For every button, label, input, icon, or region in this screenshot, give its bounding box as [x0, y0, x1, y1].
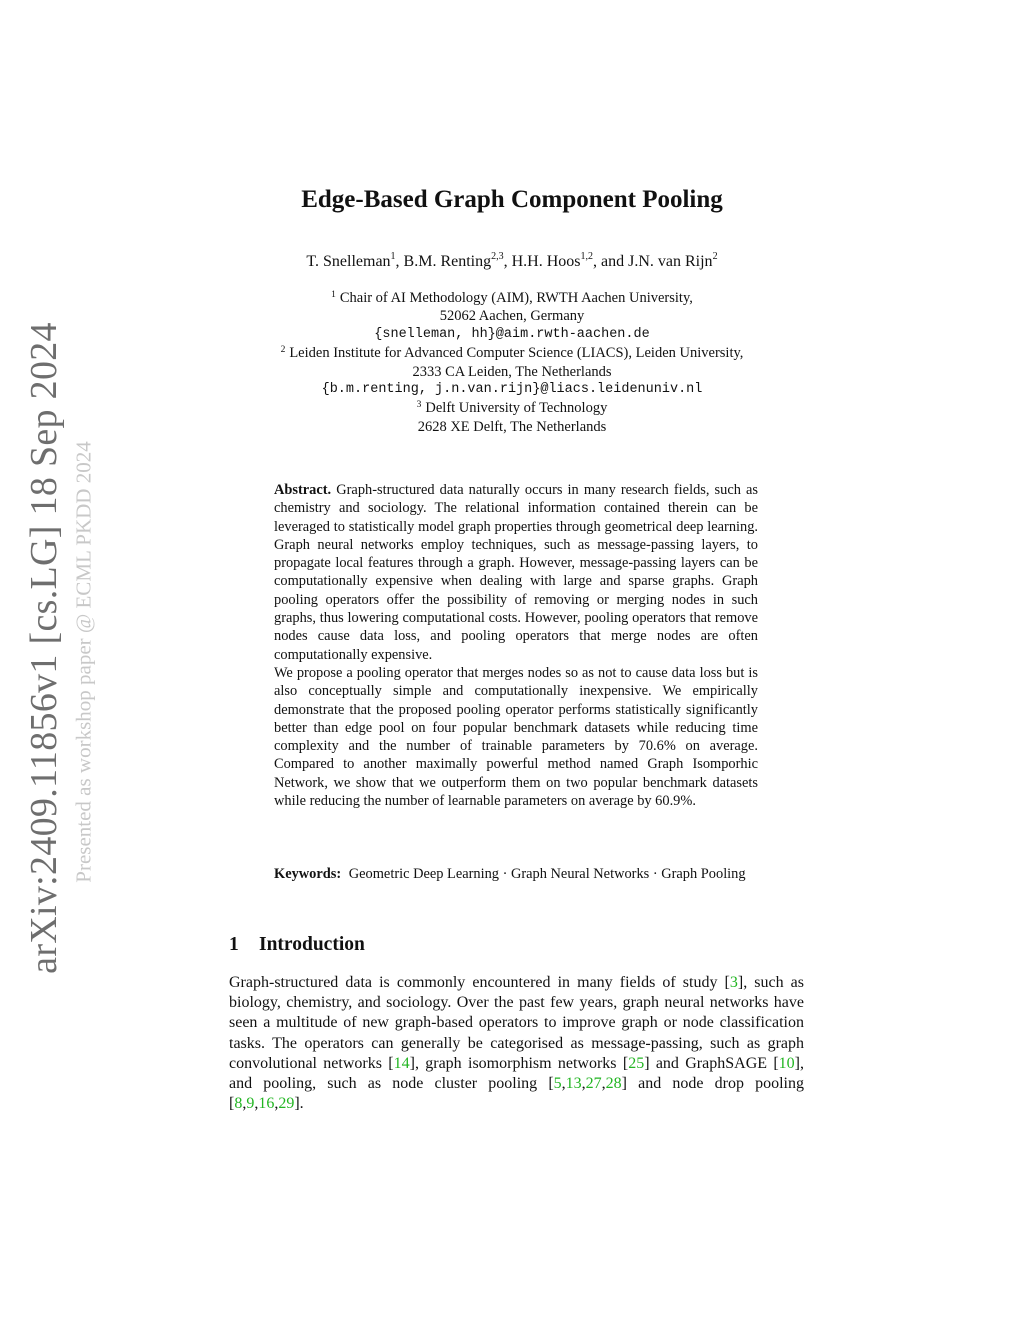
intro-text: ] and node drop pooling [	[229, 1075, 804, 1113]
intro-text: ,	[274, 1095, 279, 1113]
citation-link[interactable]: 13	[565, 1075, 582, 1093]
intro-text: ], and pooling, such as node cluster pooling [	[229, 1054, 804, 1093]
citation-link[interactable]: 9	[246, 1095, 255, 1113]
abstract-paragraph	[274, 481, 758, 664]
intro-text: ,	[254, 1095, 259, 1113]
author: H.H. Hoos	[511, 253, 581, 270]
affiliation-line: 2333 CA Leiden, The Netherlands	[412, 363, 612, 380]
affiliation-text: Delft University of Technology	[425, 400, 608, 417]
author-separator: , and	[593, 253, 629, 270]
author-list	[0, 253, 1024, 271]
intro-text: ] and GraphSAGE [	[644, 1054, 779, 1072]
affiliation-line: 52062 Aachen, Germany	[439, 308, 585, 325]
citation-link[interactable]: 8	[234, 1095, 243, 1113]
author: J.N. van Rijn	[628, 253, 713, 270]
section-heading	[229, 934, 365, 956]
intro-text: ].	[294, 1095, 304, 1113]
keywords	[274, 865, 758, 883]
affiliation-mark: 3	[416, 400, 422, 411]
intro-text: ], graph isomorphism networks [	[409, 1054, 629, 1072]
citation-link[interactable]: 5	[553, 1075, 562, 1093]
citation-link[interactable]: 28	[605, 1075, 622, 1093]
affiliation-text: Chair of AI Methodology (AIM), RWTH Aachen University,	[339, 290, 693, 306]
citation-link[interactable]: 10	[778, 1054, 795, 1072]
intro-text: ,	[581, 1075, 586, 1093]
author-separator: ,	[395, 253, 404, 270]
affiliations	[0, 289, 1024, 436]
author: B.M. Renting	[403, 253, 492, 270]
affiliation-mark: 2	[280, 345, 286, 356]
affiliation-email[interactable]: {snelleman, hh}@aim.rwth-aachen.de	[374, 326, 650, 342]
section-title: Introduction	[259, 934, 365, 955]
author-separator: ,	[503, 253, 512, 270]
citation-link[interactable]: 16	[258, 1095, 275, 1113]
abstract-text: Graph-structured data naturally occurs in many research fields, such as chemistry and sociology. The relational information contained therein can be leveraged to statistically model graph properties through geometrical deep learning. Graph neural networks employ techniques, such as message-passing layers, to propagate local features through a graph. However, message-passing layers can be computationally expensive when dealing with large and sparse graphs. Graph pooling operators offer the possibility of removing or merging nodes in such graphs, thus lowering computational costs. However, pooling operators that remove nodes cause data loss, and pooling operators that merge nodes are often computationally expensive.	[274, 482, 758, 663]
abstract	[274, 481, 758, 810]
citation-link[interactable]: 14	[393, 1054, 410, 1072]
affiliation-line	[0, 344, 1024, 362]
arxiv-identifier: arXiv:2409.11856v1 [cs.LG] 18 Sep 2024	[23, 322, 65, 974]
author-affiliation-mark: 2,3	[491, 251, 504, 262]
author-affiliation-mark: 2	[712, 251, 718, 262]
citation-link[interactable]: 29	[278, 1095, 295, 1113]
author: T. Snelleman	[306, 253, 391, 270]
affiliation-text: Leiden Institute for Advanced Computer Science (LIACS), Leiden University,	[289, 345, 744, 362]
intro-text: ,	[242, 1095, 247, 1113]
intro-text: ,	[561, 1075, 566, 1093]
affiliation-line	[0, 399, 1024, 417]
intro-text: ], such as biology, chemistry, and sociology. Over the past few years, graph neural networks have seen a multitude of new graph-based operators to improve graph or node classification tasks. The operators can generally be categorised as message-passing, such as graph convolutional networks [	[229, 974, 805, 1072]
author-affiliation-mark: 1	[390, 251, 396, 262]
affiliation-mark: 1	[331, 290, 336, 300]
abstract-label: Abstract.	[274, 482, 332, 498]
affiliation-line: 2628 XE Delft, The Netherlands	[417, 418, 607, 435]
intro-text: Graph-structured data is commonly encountered in many fields of study [	[229, 974, 730, 991]
section-number: 1	[229, 934, 239, 955]
author-affiliation-mark: 1,2	[580, 251, 593, 262]
intro-paragraph	[229, 973, 804, 1114]
citation-link[interactable]: 3	[729, 974, 738, 991]
citation-link[interactable]: 25	[628, 1054, 645, 1072]
citation-link[interactable]: 27	[585, 1075, 602, 1093]
keywords-label: Keywords:	[274, 866, 342, 882]
affiliation-line	[0, 289, 1024, 307]
paper-title: Edge-Based Graph Component Pooling	[301, 186, 723, 213]
affiliation-email[interactable]: {b.m.renting, j.n.van.rijn}@liacs.leidenuniv.nl	[321, 381, 703, 397]
abstract-paragraph: We propose a pooling operator that merges nodes so as not to cause data loss but is also conceptually simple and computationally inexpensive. We empirically demonstrate that the proposed pooling operator performs statistically significantly better than edge pool on four popular benchmark datasets while reducing time complexity and the number of trainable parameters by 70.6% on average. Compared to another maximally powerful method named Graph Isomporhic Network, we show that we outperform them on two popular benchmark datasets while reducing the number of learnable parameters on average by 60.9%.	[274, 664, 758, 810]
workshop-watermark: Presented as workshop paper @ ECML PKDD 2024	[71, 441, 96, 883]
intro-text: ,	[601, 1075, 606, 1093]
keywords-text: Geometric Deep Learning · Graph Neural Networks · Graph Pooling	[348, 866, 746, 882]
